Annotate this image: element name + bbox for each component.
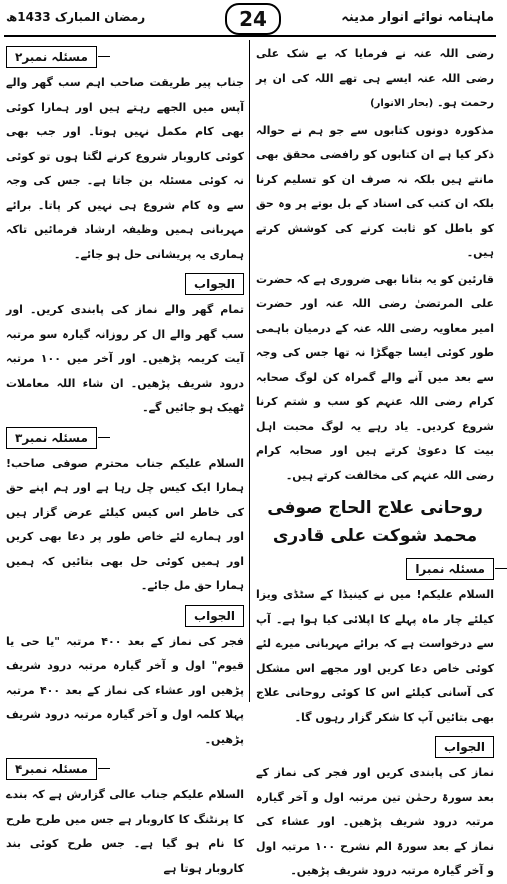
question-text: السلام علیکم! میں نے کینیڈا کے سٹڈی ویزا کیلئے چار ماہ پہلے کا اپلائی کیا ہوا ہے۔ آپ سے درخواست ہے کہ برائے مہربانی میرے لئے کوئی خاص دعا کریں اور مجھے اس مشکل کی آسانی کیلئے اس کا کوئی روحانی علاج بھی بتائیں آپ کا شکر گزار رہوں گا۔: [256, 588, 494, 724]
question-text: السلام علیکم جناب محترم صوفی صاحب! ہمارا ایک کیس چل رہا ہے اور ہم اپنے حق کی خاطر اس کیس کیلئے عرض گزار ہیں اور ہمارے لئے خاص طور پر دعا بھی کریں اور ہمیں کوئی حل بھی بتائیں کہ ہمیں ہمارا حق مل جائے۔: [6, 456, 244, 592]
answer-label: الجواب: [185, 273, 244, 295]
question-label: مسئلہ نمبر۲: [6, 46, 97, 68]
issue-date: رمضان المبارک 1433ھ: [6, 10, 146, 24]
answer-text: نماز کی پابندی کریں اور فجر کی نماز کے بعد سورۃ رحمٰن تین مرتبہ اول و آخر گیارہ مرتبہ درود شریف پڑھیں۔ اور عشاء کی نماز کے بعد سورۃ الم نشرح ۱۰۰ مرتبہ اول و آخر گیارہ مرتبہ درود شریف پڑھیں۔: [256, 766, 495, 877]
source-citation: (بحار الانوار): [370, 98, 434, 109]
column-divider: [249, 40, 250, 702]
question-heading: [6, 423, 244, 452]
answer-label: الجواب: [185, 605, 244, 627]
section-title: روحانی علاج الحاج صوفی محمد شوکت علی قادری: [267, 498, 483, 546]
right-column: [256, 42, 495, 877]
question-label: مسئلہ نمبر۴: [6, 758, 97, 780]
question-heading: [6, 42, 244, 71]
paragraph-text: رضی اللہ عنہ نے فرمایا کہ بے شک علی رضی اللہ عنہ ایسے ہی تھے اللہ کی ان پر رحمت ہو۔: [256, 47, 494, 109]
page-number: 24: [239, 7, 267, 31]
answer-text: تمام گھر والے نماز کی پابندی کریں۔ اور سب گھر والے ال کر روزانہ گیارہ سو مرتبہ آیت کریمہ پڑھیں۔ اور آخر میں ۱۰۰ مرتبہ درود شریف پڑھیں۔ ان شاء اللہ معاملات ٹھیک ہو جائیں گے۔: [6, 303, 244, 414]
paragraph: مذکورہ دونوں کتابوں سے جو ہم نے حوالہ ذکر کیا ہے ان کتابوں کو رافضی محقق بھی مانتے ہیں بلکہ نہ صرف ان کو تسلیم کرنا بلکہ ان کتب کی اسناد کے بل بوتے پر وہ حق کو باطل کو ثابت کرنے کی کوشش کرتے ہیں۔: [256, 123, 494, 259]
magazine-name: ماہنامہ نوائے انوار مدینہ: [341, 10, 494, 25]
answer-text: فجر کی نماز کے بعد ۴۰۰ مرتبہ "یا حی یا قیوم" اول و آخر گیارہ مرتبہ درود شریف پڑھیں اور عشاء کی نماز کے بعد ۴۰۰ مرتبہ پہلا کلمہ اول و آخر گیارہ مرتبہ درود شریف پڑھیں۔: [6, 634, 244, 746]
page-number-badge: [225, 3, 281, 35]
paragraph: [256, 42, 494, 117]
question-label: مسئلہ نمبر۳: [6, 427, 97, 449]
paragraph: قارئین کو یہ بتانا بھی ضروری ہے کہ حضرت علی المرتضیٰ رضی اللہ عنہ اور حضرت امیر معاویہ رضی اللہ عنہ کے درمیان باہمی طور کوئی ایسا جھگڑا نہ تھا جس کی وجہ سے بعد میں آنے والے گمراہ کن لوگ صحابہ کرام رضی اللہ عنہم کو سب و شتم کرنا شروع کردیں۔ یاد رہے یہ لوگ محبت اہل بیت کا دعویٰ کرتے ہیں اور صحابہ کرام رضی اللہ عنہم کی مخالفت کرتے ہیں۔: [256, 272, 494, 482]
question-text: السلام علیکم جناب عالی گزارش ہے کہ بندے کا پرنٹنگ کا کاروبار ہے جس میں طرح طرح کا نام ہو گیا ہے۔ جس طرح کوئی بند کاروبار ہوتا ہے: [6, 788, 244, 875]
question-label: مسئلہ نمبرا: [406, 558, 494, 580]
answer-label: الجواب: [435, 736, 494, 758]
header-rule: [4, 35, 496, 37]
page-header: [0, 0, 500, 36]
question-heading: [6, 754, 244, 783]
question-text: جناب پیر طریقت صاحب اہم سب گھر والے آپس میں الجھے رہتے ہیں اور ہمارا کوئی بھی کام مکمل نہیں ہوتا۔ اور جب بھی کوئی کاروبار شروع کرنے لگتا ہوں تو کوئی نہ کوئی مسئلہ بن جاتا ہے۔ جس کی وجہ سے وہ کام شروع ہی نہیں کر پاتا۔ برائے مہربانی ہمیں وظیفہ ارشاد فرمائیں تاکہ ہماری یہ پریشانی حل ہو جائے۔: [6, 76, 244, 261]
left-column: [6, 42, 244, 875]
